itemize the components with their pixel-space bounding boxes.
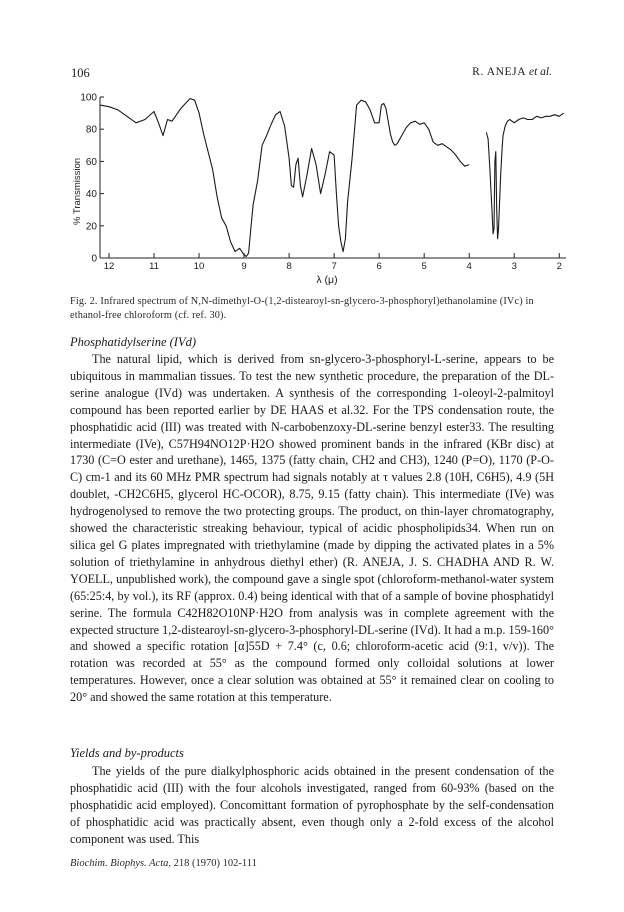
y-axis-label: % Transmission bbox=[72, 157, 83, 226]
spectrum-trace-2 bbox=[486, 113, 563, 239]
x-tick-label: 2 bbox=[556, 261, 562, 272]
y-tick-label: 60 bbox=[85, 156, 97, 168]
y-tick-label: 20 bbox=[85, 221, 97, 233]
figure-caption-text: Infrared spectrum of N,N-dimethyl-O-(1,2-distearoyl-sn-glycero-3-phosphoryl)ethanolamine (IVc) in ethanol-free chloroform (cf. ref. 30). bbox=[70, 296, 534, 321]
x-axis-label: λ (μ) bbox=[316, 274, 338, 286]
section-body-phosphatidylserine bbox=[70, 351, 554, 706]
x-tick-label: 9 bbox=[241, 261, 247, 272]
x-tick-label: 12 bbox=[103, 261, 115, 272]
journal-footer bbox=[70, 858, 257, 869]
x-tick-label: 8 bbox=[286, 261, 292, 272]
running-head-authors: R. ANEJA bbox=[472, 66, 526, 78]
spectrum-trace-1 bbox=[100, 99, 469, 257]
footer-journal: Biochim. Biophys. Acta, bbox=[70, 858, 171, 869]
y-tick-label: 40 bbox=[85, 189, 97, 201]
x-tick-label: 3 bbox=[511, 261, 517, 272]
y-tick-label: 0 bbox=[91, 253, 97, 265]
section-heading-phosphatidylserine: Phosphatidylserine (IVd) bbox=[70, 335, 197, 349]
x-tick-label: 10 bbox=[193, 261, 205, 272]
figure-caption bbox=[70, 295, 554, 323]
x-tick-label: 5 bbox=[421, 261, 427, 272]
page-number: 106 bbox=[71, 66, 90, 80]
x-tick-label: 6 bbox=[376, 261, 382, 272]
x-tick-label: 7 bbox=[331, 261, 337, 272]
footer-citation: 218 (1970) 102-111 bbox=[173, 858, 257, 869]
y-tick-label: 100 bbox=[80, 92, 97, 104]
running-head bbox=[472, 66, 552, 78]
paragraph: The natural lipid, which is derived from sn-glycero-3-phosphoryl-L-serine, appears to be ubiquitous in mammalian tissues. To test the new synthetic procedure, the preparation of the DL-serine analogue (IVd) was undertaken. A synthesis of the corresponding 1-oleoyl-2-palmitoyl compound has been reported earlier by DE HAAS et al.32. For the TPS condensation route, the phosphatidic acid (III) was treated with N-carbobenzoxy-DL-serine benzyl ester33. The resulting intermediate (IVe), C57H94NO12P·H2O showed prominent bands in the infrared (KBr disc) at 1730 (C=O ester and urethane), 1465, 1375 (fatty chain, CH2 and CH3), 1240 (P=O), 1170 (P-O-C) cm-1 and its 60 MHz PMR spectrum had signals notably at τ values 2.8 (10H, C6H5), 4.9 (5H doublet, -CH2C6H5, glycerol HC-OCOR), 8.75, 9.15 (fatty chain). This intermediate (IVe) was hydrogenolysed to remove the two protecting groups. The product, on thin-layer chromatography, showed the characteristic streaking behaviour, typical of acidic phospholipids34. When run on silica gel G plates impregnated with triethylamine (made by dipping the activated plates in a 5% solution of triethylamine in anhydrous diethyl ether) (R. ANEJA, J. S. CHADHA AND R. W. YOELL, unpublished work), the compound gave a single spot (chloroform-methanol-water system (65:25:4, by vol.), its RF (approx. 0.4) being identical with that of a sample of bovine phosphatidyl serine. The formula C42H82O10NP·H2O from analysis was in complete agreement with the expected structure 1,2-distearoyl-sn-glycero-3-phosphoryl-DL-serine (IVd). It had a m.p. 159-160° and showed a specific rotation [α]55D + 7.4° (c, 0.6; chloroform-acetic acid (9:1, v/v)). The rotation was recorded at 55° as the compound formed only colloidal solutions at lower temperatures. However, once a clear solution was obtained at 55° it remained clear on cooling to 20° and showed the same rotation at this temperature. bbox=[70, 352, 554, 705]
x-tick-label: 11 bbox=[149, 261, 159, 272]
figure-caption-label: Fig. 2. bbox=[70, 296, 98, 307]
x-tick-label: 4 bbox=[466, 261, 472, 272]
section-body-yields bbox=[70, 763, 554, 848]
paragraph: The yields of the pure dialkylphosphoric acids obtained in the present condensation of the phosphatidic acid (III) with the four alcohols investigated, ranged from 60-93% (based on the phosphatidic acid employed). Concomittant formation of pyrophosphate by the self-condensation of phosphatidic acid was practically absent, even though only a 2-fold excess of the alcohol component was used. This bbox=[70, 764, 554, 846]
running-head-etal: et al. bbox=[529, 66, 552, 78]
y-tick-label: 80 bbox=[85, 124, 97, 136]
section-heading-yields: Yields and by-products bbox=[70, 746, 184, 760]
